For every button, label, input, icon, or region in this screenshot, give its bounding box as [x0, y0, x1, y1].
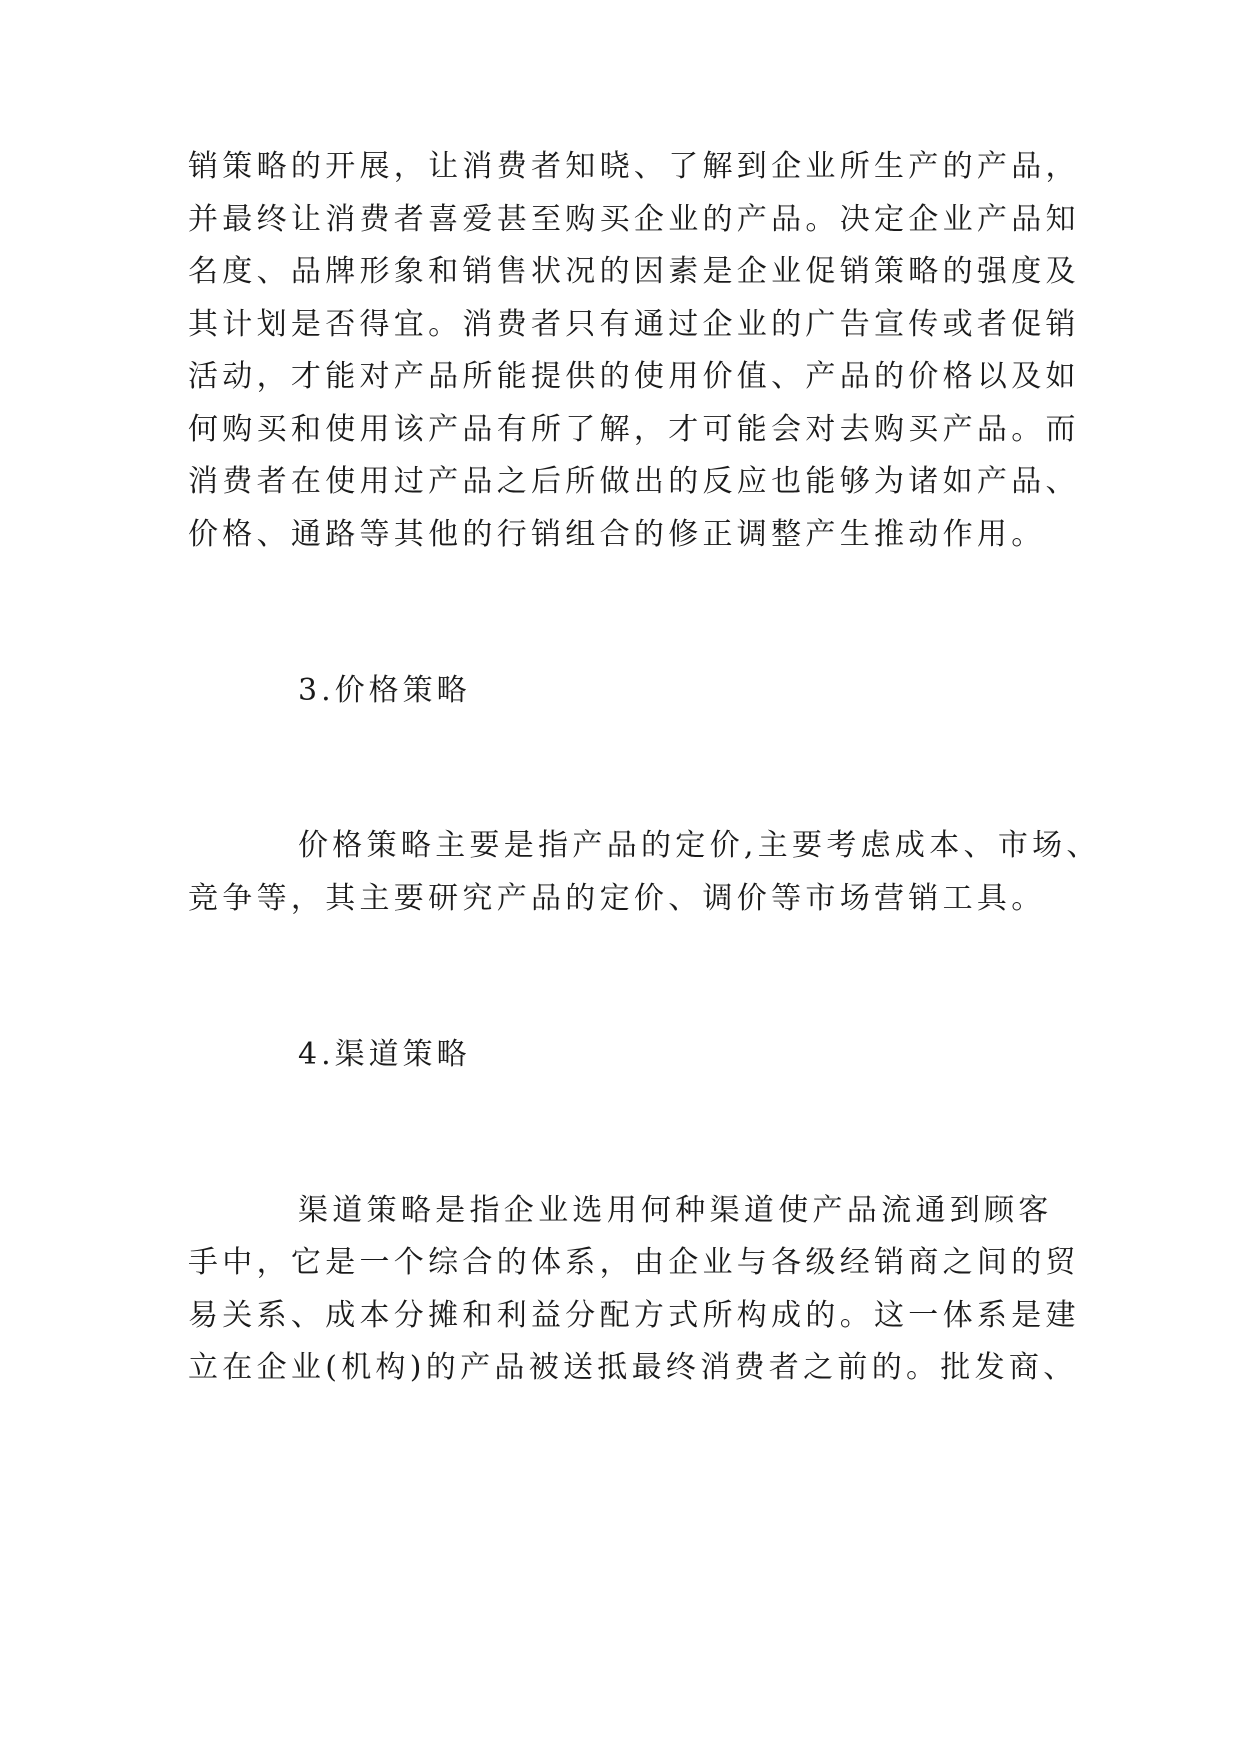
paragraph-line: 并最终让消费者喜爱甚至购买企业的产品。决定企业产品知 — [188, 202, 1080, 237]
paragraph-line: 价格、通路等其他的行销组合的修正调整产生推动作用。 — [188, 517, 1046, 552]
paragraph-line: 活动，才能对产品所能提供的使用价值、产品的价格以及如 — [188, 359, 1080, 394]
paragraph-line: 名度、品牌形象和销售状况的因素是企业促销策略的强度及 — [188, 254, 1080, 289]
paragraph-line: 何购买和使用该产品有所了解，才可能会对去购买产品。而 — [188, 412, 1080, 447]
paragraph-line: 手中，它是一个综合的体系，由企业与各级经销商之间的贸 — [188, 1245, 1080, 1280]
paragraph-line: 易关系、成本分摊和利益分配方式所构成的。这一体系是建 — [188, 1298, 1080, 1333]
paragraph-line: 其计划是否得宜。消费者只有通过企业的广告宣传或者促销 — [188, 307, 1080, 342]
paragraph-line: 渠道策略是指企业选用何种渠道使产品流通到顾客 — [298, 1193, 1053, 1228]
paragraph-line: 价格策略主要是指产品的定价,主要考虑成本、市场、 — [298, 828, 1101, 863]
paragraph-line: 竞争等，其主要研究产品的定价、调价等市场营销工具。 — [188, 881, 1046, 916]
section-heading: 3.价格策略 — [298, 673, 471, 708]
paragraph-line: 销策略的开展，让消费者知晓、了解到企业所生产的产品， — [188, 149, 1080, 184]
paragraph-line: 立在企业(机构)的产品被送抵最终消费者之前的。批发商、 — [188, 1350, 1078, 1385]
paragraph-line: 消费者在使用过产品之后所做出的反应也能够为诸如产品、 — [188, 464, 1080, 499]
section-heading: 4.渠道策略 — [298, 1037, 471, 1072]
